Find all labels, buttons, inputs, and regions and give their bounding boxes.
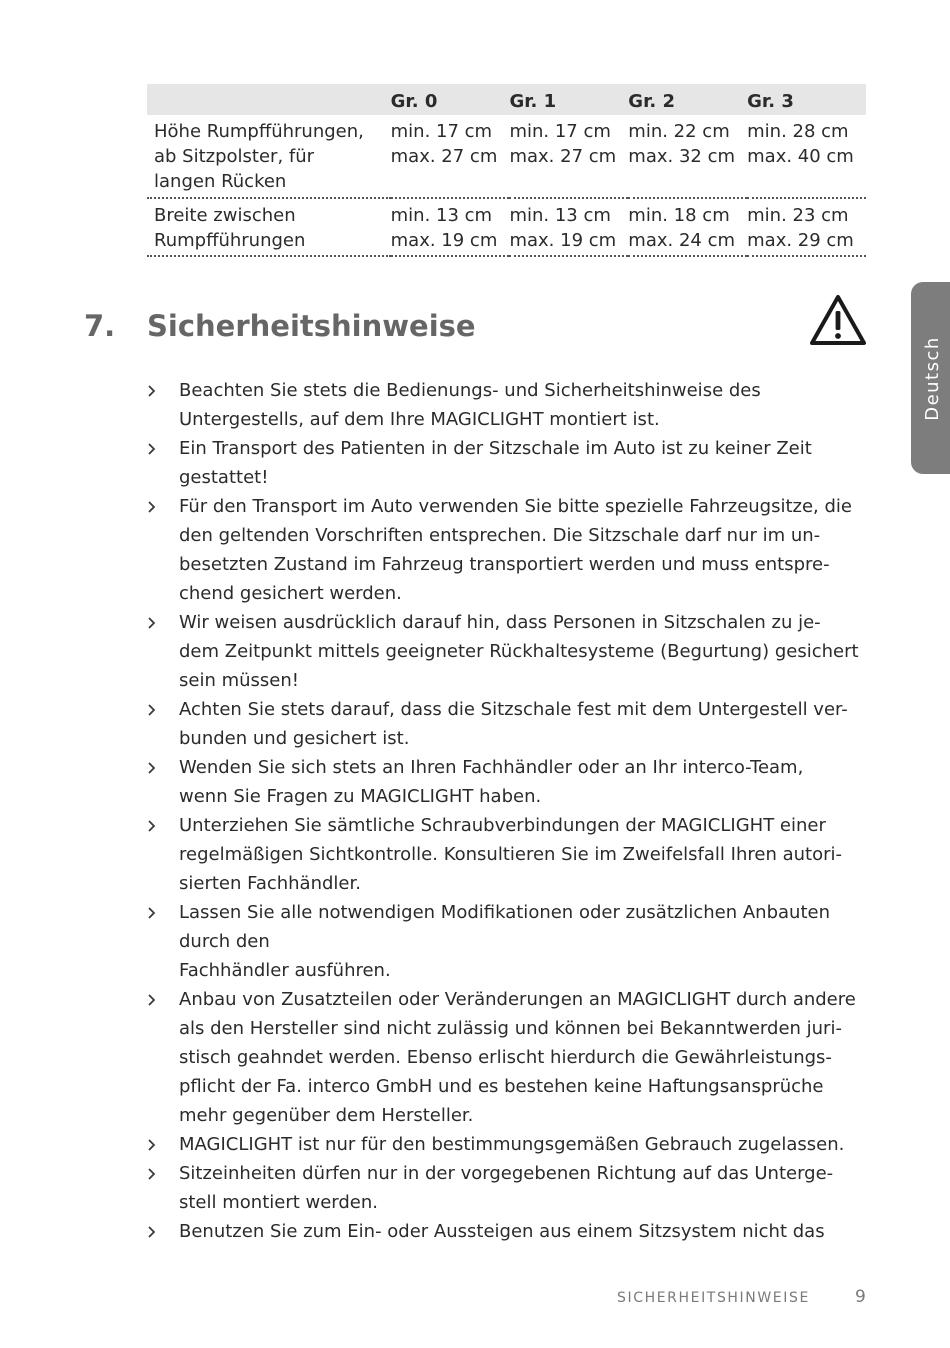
min-value: min. 22 cm xyxy=(628,121,730,142)
list-item-line: Wenden Sie sich stets an Ihren Fachhändler oder an Ihr interco-Team, xyxy=(179,757,804,778)
row-label-line: langen Rücken xyxy=(154,171,287,192)
list-item-line: chend gesichert werden. xyxy=(179,583,402,604)
max-value: max. 19 cm xyxy=(390,230,498,251)
row-label xyxy=(147,115,391,198)
list-item-line: Sitzeinheiten dürfen nur in der vorgegebenen Richtung auf das Unterge- xyxy=(179,1163,834,1184)
language-side-tab xyxy=(911,282,950,474)
list-item-line: Achten Sie stets darauf, dass die Sitzschale fest mit dem Untergestell ver- xyxy=(179,699,848,720)
table-header-gr0: Gr. 0 xyxy=(391,84,510,115)
list-item-line: Für den Transport im Auto verwenden Sie bitte spezielle Fahrzeugsitze, die xyxy=(179,496,853,517)
list-item-line: stisch geahndet werden. Ebenso erlischt hierdurch die Gewährleistungs- xyxy=(179,1047,832,1068)
list-item-line: Untergestells, auf dem Ihre MAGICLIGHT montiert ist. xyxy=(179,409,660,430)
list-item-line: mehr gegenüber dem Hersteller. xyxy=(179,1105,474,1126)
bullet-arrow-icon xyxy=(148,617,155,629)
list-item-line: durch den xyxy=(179,931,270,952)
max-value: max. 27 cm xyxy=(509,146,617,167)
list-item-line: Wir weisen ausdrücklich darauf hin, dass Personen in Sitzschalen zu je- xyxy=(179,612,821,633)
section-title: Sicherheitshinweise xyxy=(147,309,476,343)
min-value: min. 13 cm xyxy=(509,205,611,226)
table-cell xyxy=(391,115,510,198)
list-item-line: Unterziehen Sie sämtliche Schraubverbindungen der MAGICLIGHT einer xyxy=(179,815,826,836)
list-item-line: besetzten Zustand im Fahrzeug transportiert werden und muss entspre- xyxy=(179,554,830,575)
list-item-line: wenn Sie Fragen zu MAGICLIGHT haben. xyxy=(179,786,542,807)
list-item-line: MAGICLIGHT ist nur für den bestimmungsgemäßen Gebrauch zugelassen. xyxy=(179,1134,845,1155)
table-header-row xyxy=(147,84,866,115)
table-row xyxy=(147,115,866,198)
max-value: max. 27 cm xyxy=(390,146,498,167)
bullet-arrow-icon xyxy=(148,443,155,455)
row-label-line: ab Sitzpolster, für xyxy=(154,146,315,167)
row-label-line: Breite zwischen xyxy=(154,205,296,226)
row-label-line: Rumpfführungen xyxy=(154,230,306,251)
bullet-arrow-icon xyxy=(148,762,155,774)
warning-triangle-icon xyxy=(808,293,868,346)
row-label xyxy=(147,198,391,256)
list-item xyxy=(147,695,872,753)
list-item-line: gestattet! xyxy=(179,467,269,488)
min-value: min. 28 cm xyxy=(747,121,849,142)
list-item-line: dem Zeitpunkt mittels geeigneter Rückhaltesysteme (Begurtung) gesichert xyxy=(179,641,859,662)
list-item xyxy=(147,811,872,898)
list-item xyxy=(147,608,872,695)
min-value: min. 17 cm xyxy=(390,121,493,142)
bullet-arrow-icon xyxy=(148,820,155,832)
bullet-arrow-icon xyxy=(148,994,155,1006)
list-item-line: den geltenden Vorschriften entsprechen. Die Sitzschale darf nur im un- xyxy=(179,525,821,546)
bullet-arrow-icon xyxy=(148,704,155,716)
list-item-line: als den Hersteller sind nicht zulässig und können bei Bekanntwerden juri- xyxy=(179,1018,842,1039)
size-spec-table xyxy=(147,84,866,257)
table-cell xyxy=(391,198,510,256)
safety-instructions-list xyxy=(147,376,872,1246)
list-item-line: pflicht der Fa. interco GmbH und es bestehen keine Haftungsansprüche xyxy=(179,1076,824,1097)
bullet-arrow-icon xyxy=(148,1139,155,1151)
min-value: min. 18 cm xyxy=(628,205,730,226)
list-item xyxy=(147,985,872,1130)
min-value: min. 17 cm xyxy=(509,121,611,142)
list-item-line: Fachhändler ausführen. xyxy=(179,960,391,981)
side-tab-label: Deutsch xyxy=(921,335,943,421)
list-item xyxy=(147,376,872,434)
max-value: max. 40 cm xyxy=(747,146,854,167)
section-number: 7. xyxy=(84,309,116,343)
table-cell xyxy=(509,115,628,198)
min-value: min. 23 cm xyxy=(747,205,849,226)
list-item-line: Anbau von Zusatzteilen oder Veränderungen an MAGICLIGHT durch andere xyxy=(179,989,856,1010)
bullet-arrow-icon xyxy=(148,1168,155,1180)
table-cell xyxy=(628,198,747,256)
table-header-gr1: Gr. 1 xyxy=(509,84,628,115)
list-item-line: Benutzen Sie zum Ein- oder Aussteigen aus einem Sitzsystem nicht das xyxy=(179,1221,825,1242)
page-number: 9 xyxy=(855,1287,866,1307)
list-item-line: bunden und gesichert ist. xyxy=(179,728,410,749)
max-value: max. 32 cm xyxy=(628,146,736,167)
list-item-line: regelmäßigen Sichtkontrolle. Konsultieren Sie im Zweifelsfall Ihren autori- xyxy=(179,844,842,865)
table-row xyxy=(147,198,866,256)
list-item xyxy=(147,1130,872,1159)
list-item xyxy=(147,1159,872,1217)
max-value: max. 19 cm xyxy=(509,230,617,251)
list-item xyxy=(147,1217,872,1246)
table-cell xyxy=(628,115,747,198)
table-cell xyxy=(747,115,866,198)
table-cell xyxy=(509,198,628,256)
list-item xyxy=(147,434,872,492)
row-label-line: Höhe Rumpfführungen, xyxy=(154,121,364,142)
list-item xyxy=(147,753,872,811)
min-value: min. 13 cm xyxy=(390,205,493,226)
list-item-line: sierten Fachhändler. xyxy=(179,873,361,894)
list-item-line: stell montiert werden. xyxy=(179,1192,379,1213)
table-header-gr2: Gr. 2 xyxy=(628,84,747,115)
list-item-line: Ein Transport des Patienten in der Sitzschale im Auto ist zu keiner Zeit xyxy=(179,438,812,459)
bullet-arrow-icon xyxy=(148,1226,155,1238)
list-item-line: Beachten Sie stets die Bedienungs- und Sicherheitshinweise des xyxy=(179,380,761,401)
bullet-arrow-icon xyxy=(148,501,155,513)
list-item xyxy=(147,898,872,985)
table-cell xyxy=(747,198,866,256)
list-item-line: Lassen Sie alle notwendigen Modifikationen oder zusätzlichen Anbauten xyxy=(179,902,830,923)
max-value: max. 29 cm xyxy=(747,230,854,251)
table-header-gr3: Gr. 3 xyxy=(747,84,866,115)
footer-section-label: SICHERHEITSHINWEISE xyxy=(617,1290,810,1306)
table-header-empty xyxy=(147,84,391,115)
max-value: max. 24 cm xyxy=(628,230,736,251)
bullet-arrow-icon xyxy=(148,907,155,919)
bullet-arrow-icon xyxy=(148,385,155,397)
list-item-line: sein müssen! xyxy=(179,670,299,691)
list-item xyxy=(147,492,872,608)
